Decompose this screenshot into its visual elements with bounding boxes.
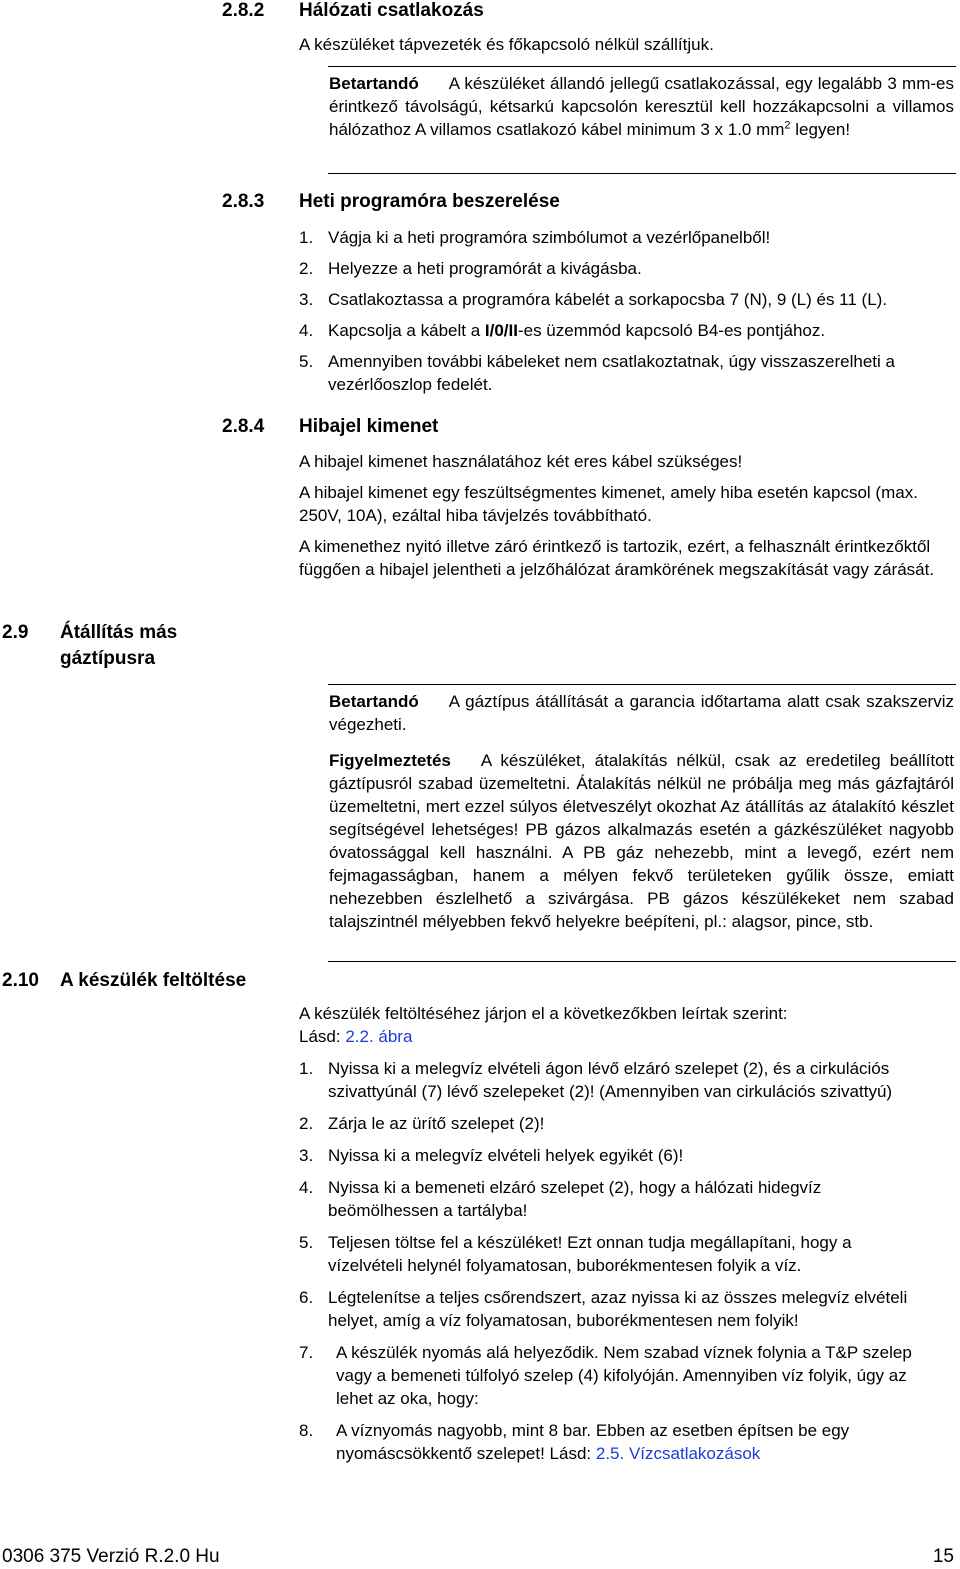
list-number: 3. bbox=[299, 1146, 314, 1165]
list-item bbox=[299, 1419, 929, 1465]
section-2-9-heading bbox=[2, 620, 210, 672]
fault-output-para-2: A hibajel kimenet egy feszültségmentes kimenet, amely hiba esetén kapcsol (max. 250V, 10A), ezáltal hiba távjelzés továbbítható. bbox=[299, 483, 918, 525]
section-2-10-heading bbox=[2, 968, 246, 994]
list-text: A készülék nyomás alá helyeződik. Nem szabad víznek folynia a T&P szelep vagy a bemeneti túlfolyó szelep (4) kifolyóján. Amennyiben víz folyik, úgy az lehet az oka, hogy: bbox=[336, 1343, 912, 1408]
filling-steps-list bbox=[299, 1057, 929, 1474]
install-steps-list bbox=[299, 226, 955, 396]
list-number: 4. bbox=[299, 321, 314, 340]
list-text: Légtelenítse a teljes csőrendszert, azaz nyissa ki az összes melegvíz elvételi helyet, amíg a víz folyamatosan, buborékmentesen nem folyik! bbox=[328, 1288, 908, 1330]
superscript: 2 bbox=[784, 119, 791, 132]
section-number: 2.9 bbox=[2, 622, 29, 643]
warning-tag: Figyelmeztetés bbox=[329, 751, 451, 770]
list-item bbox=[299, 1112, 929, 1135]
fault-output-para-3: A kimenethez nyitó illetve záró érintkező is tartozik, ezért, a felhasznált érintkezőktől függően a hibajel jelentheti a jelzőhálózat áramkörének megszakítását vagy zárását. bbox=[299, 537, 935, 579]
notice-bottom-rule bbox=[328, 173, 956, 174]
list-number: 3. bbox=[299, 290, 314, 309]
see-prefix: Lásd: bbox=[299, 1027, 346, 1046]
list-item bbox=[299, 350, 955, 396]
list-text: Zárja le az ürítő szelepet (2)! bbox=[328, 1114, 545, 1133]
list-item bbox=[299, 1341, 929, 1410]
list-item bbox=[299, 1286, 929, 1332]
list-number: 5. bbox=[299, 1233, 314, 1252]
filling-intro bbox=[299, 1002, 941, 1048]
section-2-8-2-intro: A készüléket tápvezeték és főkapcsoló nélkül szállítjuk. bbox=[299, 35, 714, 54]
list-text: A víznyomás nagyobb, mint 8 bar. Ebben az esetben építsen be egy nyomáscsökkentő szelepet! Lásd: bbox=[336, 1421, 850, 1463]
list-item bbox=[299, 1231, 929, 1277]
list-item bbox=[299, 319, 955, 342]
list-number: 5. bbox=[299, 352, 314, 371]
notice-tag: Betartandó bbox=[329, 692, 419, 711]
list-number: 1. bbox=[299, 1059, 314, 1078]
section-title: Heti programóra beszerelése bbox=[299, 191, 560, 212]
list-number: 7. bbox=[299, 1343, 314, 1362]
notice-tag: Betartandó bbox=[329, 74, 419, 93]
notice-top-rule bbox=[328, 66, 956, 67]
list-item bbox=[299, 226, 955, 249]
footer-doc-version: 0306 375 Verzió R.2.0 Hu bbox=[2, 1546, 220, 1567]
list-text-bold: I/0/II bbox=[484, 321, 518, 340]
footer-page-number: 15 bbox=[932, 1546, 954, 1567]
list-text: Nyissa ki a melegvíz elvételi ágon lévő elzáró szelepet (2), és a cirkulációs szivattyúnál (7) lévő szelepeket (2)! (Amennyiben van cirkulációs szivattyú) bbox=[328, 1059, 893, 1101]
list-number: 2. bbox=[299, 259, 314, 278]
list-text: Nyissa ki a melegvíz elvételi helyek egyikét (6)! bbox=[328, 1146, 684, 1165]
notice-text: A készüléket állandó jellegű csatlakozással, egy legalább 3 mm-es érintkező távolságú, kétsarkú kapcsolón keresztül kell hozzákapcsolni a villamos hálózathoz A villamos csatlakozó kábel minimum 3 x 1.0 mm bbox=[329, 74, 954, 139]
section-2-8-2-heading bbox=[222, 0, 484, 23]
see-figure-line bbox=[299, 1025, 941, 1048]
list-text: Kapcsolja a kábelt a bbox=[328, 321, 485, 340]
notice-top-rule bbox=[328, 684, 956, 685]
warning-text: A készüléket, átalakítás nélkül, csak az eredetileg beállított gáztípusról szabad üzemeltetni. Átalakítás nélkül ne próbálja meg más gázfajtáról üzemeltetni, mert ezzel súlyos életveszélyt okozhat Az átállítás az átalakító készlet segítségével lehetséges! PB gázos alkalmazás esetén a gázkészüléket nagyobb óvatossággal kell használni. A PB gáz nehezebb, mint a levegő, ezért nem fejmagasságban, hanem a mélyen fekvő területeken gyűlik össze, emiatt nehezebben észlelhető a szivárgása. PB gázos készülékeket nem szabad talajszintnél mélyebben fekvő helyekre beépíteni, pl.: alagsor, pince, stb. bbox=[329, 751, 954, 931]
list-text: Csatlakoztassa a programóra kábelét a sorkapocsba 7 (N), 9 (L) és 11 (L). bbox=[328, 290, 888, 309]
warning-block-gas bbox=[329, 749, 954, 933]
list-number: 4. bbox=[299, 1178, 314, 1197]
section-number: 2.8.2 bbox=[222, 0, 265, 21]
water-connections-link[interactable]: 2.5. Vízcsatlakozások bbox=[595, 1444, 761, 1463]
section-2-8-3-heading bbox=[222, 190, 560, 214]
list-text: Nyissa ki a bemeneti elzáró szelepet (2), hogy a hálózati hidegvíz beömölhessen a tartályba! bbox=[328, 1178, 822, 1220]
list-text: -es üzemmód kapcsoló B4-es pontjához. bbox=[517, 321, 826, 340]
notice-text-end: legyen! bbox=[790, 120, 851, 139]
list-item bbox=[299, 1144, 929, 1167]
list-number: 8. bbox=[299, 1421, 314, 1440]
fault-output-para-1: A hibajel kimenet használatához két eres kábel szükséges! bbox=[299, 452, 743, 471]
list-text: Vágja ki a heti programóra szimbólumot a vezérlőpanelből! bbox=[328, 228, 771, 247]
section-title: Hibajel kimenet bbox=[299, 416, 439, 437]
section-title: A készülék feltöltése bbox=[60, 970, 247, 991]
list-item bbox=[299, 257, 955, 280]
list-text: Helyezze a heti programórát a kivágásba. bbox=[328, 259, 642, 278]
figure-link[interactable]: 2.2. ábra bbox=[345, 1027, 413, 1046]
list-item bbox=[299, 1176, 929, 1222]
section-2-8-4-heading bbox=[222, 415, 438, 439]
list-item bbox=[299, 1057, 929, 1103]
notice-text: A gáztípus átállítását a garancia időtartama alatt csak szakszerviz végezheti. bbox=[329, 692, 954, 734]
list-text: Amennyiben további kábeleket nem csatlakoztatnak, úgy visszaszerelheti a vezérlőoszlop fedelét. bbox=[328, 352, 895, 394]
list-text: Teljesen töltse fel a készüléket! Ezt onnan tudja megállapítani, hogy a vízelvételi helynél folyamatosan, buborékmentesen folyik a víz. bbox=[328, 1233, 852, 1275]
list-number: 1. bbox=[299, 228, 314, 247]
list-item bbox=[299, 288, 955, 311]
warning-bottom-rule bbox=[328, 961, 956, 962]
section-number: 2.10 bbox=[2, 970, 39, 991]
filling-intro-text: A készülék feltöltéséhez járjon el a következőkben leírtak szerint: bbox=[299, 1004, 788, 1023]
list-number: 6. bbox=[299, 1288, 314, 1307]
notice-block-power bbox=[329, 72, 954, 141]
section-title: Átállítás más gáztípusra bbox=[60, 622, 178, 669]
list-number: 2. bbox=[299, 1114, 314, 1133]
section-number: 2.8.3 bbox=[222, 191, 265, 212]
section-number: 2.8.4 bbox=[222, 416, 265, 437]
notice-block-gas bbox=[329, 690, 954, 736]
section-title: Hálózati csatlakozás bbox=[299, 0, 484, 21]
